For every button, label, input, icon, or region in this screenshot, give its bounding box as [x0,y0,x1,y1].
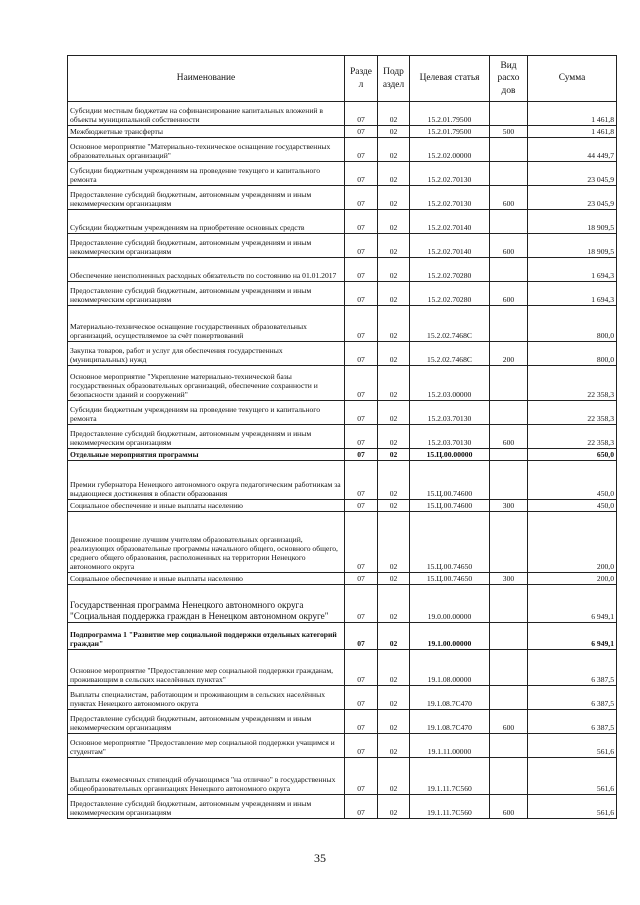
table-row [68,758,617,795]
row-amount: 6 949,1 [528,623,617,650]
row-name: Субсидии бюджетным учреждениям на проведение текущего и капитального ремонта [68,162,345,186]
row-subsection: 02 [378,623,410,650]
row-amount: 1 461,8 [528,126,617,138]
budget-table [67,55,617,819]
row-amount: 44 449,7 [528,138,617,162]
row-name: Предоставление субсидий бюджетным, автономным учреждениям и иным некоммерческим организациям [68,186,345,210]
row-subsection: 02 [378,234,410,258]
row-section: 07 [345,366,378,401]
row-subsection: 02 [378,795,410,819]
header-section: Разде л [345,56,378,102]
row-target: 15.Ц.00.74650 [410,512,490,573]
row-expense-type [490,758,528,795]
row-name: Премии губернатора Ненецкого автономного округа педагогическим работникам за выдающиеся достижения в области образования [68,461,345,500]
row-subsection: 02 [378,585,410,623]
row-subsection: 02 [378,102,410,126]
row-expense-type: 600 [490,282,528,306]
row-subsection: 02 [378,366,410,401]
table-row [68,258,617,282]
row-target: 19.1.08.00000 [410,650,490,686]
row-amount: 450,0 [528,500,617,512]
table-row [68,710,617,734]
row-target: 15.Ц.00.74600 [410,500,490,512]
row-target: 15.2.02.70280 [410,282,490,306]
table-row [68,401,617,425]
row-amount: 6 387,5 [528,710,617,734]
row-amount: 650,0 [528,449,617,461]
row-section: 07 [345,623,378,650]
row-subsection: 02 [378,162,410,186]
row-expense-type [490,623,528,650]
header-row [68,56,617,102]
row-target: 19.1.08.7С470 [410,710,490,734]
row-section: 07 [345,710,378,734]
table-row [68,650,617,686]
row-section: 07 [345,162,378,186]
row-section: 07 [345,102,378,126]
row-amount: 1 694,3 [528,282,617,306]
row-name: Материально-техническое оснащение государственных образовательных организаций, осуществляемое за счёт пожертвований [68,306,345,342]
row-subsection: 02 [378,500,410,512]
row-subsection: 02 [378,138,410,162]
row-section: 07 [345,234,378,258]
row-subsection: 02 [378,258,410,282]
row-target: 15.2.02.00000 [410,138,490,162]
table-body [68,102,617,819]
row-expense-type [490,258,528,282]
row-subsection: 02 [378,512,410,573]
row-section: 07 [345,758,378,795]
row-amount: 561,6 [528,795,617,819]
row-subsection: 02 [378,734,410,758]
row-section: 07 [345,500,378,512]
row-name: Социальное обеспечение и иные выплаты населению [68,573,345,585]
row-name: Основное мероприятие "Предоставление мер социальной поддержки учащимся и студентам" [68,734,345,758]
row-expense-type: 200 [490,342,528,366]
table-row [68,162,617,186]
row-expense-type: 600 [490,186,528,210]
row-name: Субсидии бюджетным учреждениям на приобретение основных средств [68,210,345,234]
table-row [68,734,617,758]
row-amount: 800,0 [528,306,617,342]
row-name: Отдельные мероприятия программы [68,449,345,461]
row-amount: 450,0 [528,461,617,500]
row-amount: 22 358,3 [528,401,617,425]
table-row [68,342,617,366]
row-target: 15.2.01.79500 [410,126,490,138]
row-amount: 22 358,3 [528,425,617,449]
table-row [68,795,617,819]
row-target: 15.2.02.70130 [410,162,490,186]
row-name: Государственная программа Ненецкого автономного округа "Социальная поддержка граждан в Ненецком автономном округе" [68,585,345,623]
row-expense-type: 500 [490,126,528,138]
row-target: 19.1.11.00000 [410,734,490,758]
header-expense-type: Вид расхо дов [490,56,528,102]
row-target: 15.2.03.00000 [410,366,490,401]
row-name: Социальное обеспечение и иные выплаты населению [68,500,345,512]
row-name: Предоставление субсидий бюджетным, автономным учреждениям и иным некоммерческим организациям [68,234,345,258]
row-section: 07 [345,512,378,573]
table-row [68,425,617,449]
row-target: 19.0.00.00000 [410,585,490,623]
row-amount: 6 387,5 [528,686,617,710]
row-target: 19.1.11.7С560 [410,758,490,795]
row-expense-type [490,210,528,234]
row-expense-type: 600 [490,425,528,449]
table-row [68,234,617,258]
header-subsection: Подр аздел [378,56,410,102]
row-expense-type [490,650,528,686]
row-name: Субсидии местным бюджетам на софинансирование капитальных вложений в объекты муниципальной собственности [68,102,345,126]
row-subsection: 02 [378,425,410,449]
row-name: Межбюджетные трансферты [68,126,345,138]
row-section: 07 [345,734,378,758]
row-target: 15.2.03.70130 [410,425,490,449]
row-expense-type [490,585,528,623]
row-subsection: 02 [378,573,410,585]
table-row [68,512,617,573]
row-subsection: 02 [378,461,410,500]
table-row [68,102,617,126]
table-row [68,461,617,500]
row-expense-type [490,686,528,710]
row-amount: 200,0 [528,512,617,573]
row-subsection: 02 [378,449,410,461]
row-expense-type [490,306,528,342]
row-name: Субсидии бюджетным учреждениям на проведение текущего и капитального ремонта [68,401,345,425]
row-target: 15.2.02.70280 [410,258,490,282]
row-amount: 561,6 [528,734,617,758]
row-target: 15.2.02.70140 [410,210,490,234]
row-amount: 23 045,9 [528,162,617,186]
row-section: 07 [345,306,378,342]
table-row [68,585,617,623]
row-amount: 1 694,3 [528,258,617,282]
row-expense-type: 600 [490,710,528,734]
row-target: 19.1.11.7С560 [410,795,490,819]
row-subsection: 02 [378,210,410,234]
row-subsection: 02 [378,758,410,795]
row-amount: 6 387,5 [528,650,617,686]
row-section: 07 [345,126,378,138]
row-amount: 23 045,9 [528,186,617,210]
row-amount: 800,0 [528,342,617,366]
row-target: 15.2.03.70130 [410,401,490,425]
row-section: 07 [345,795,378,819]
row-target: 19.1.08.7С470 [410,686,490,710]
row-subsection: 02 [378,401,410,425]
row-expense-type: 600 [490,234,528,258]
row-subsection: 02 [378,342,410,366]
row-section: 07 [345,210,378,234]
row-name: Выплаты специалистам, работающим и проживающим в сельских населённых пунктах Ненецкого автономного округа [68,686,345,710]
table-row [68,306,617,342]
row-expense-type [490,734,528,758]
header-amount: Сумма [528,56,617,102]
table-row [68,500,617,512]
row-section: 07 [345,186,378,210]
row-name: Выплаты ежемесячных стипендий обучающимся "на отлично" в государственных общеобразовательных организациях Ненецкого автономного округа [68,758,345,795]
table-row [68,623,617,650]
page-number: 35 [314,851,326,865]
row-section: 07 [345,342,378,366]
table-row [68,138,617,162]
row-name: Предоставление субсидий бюджетным, автономным учреждениям и иным некоммерческим организациям [68,425,345,449]
row-target: 15.2.01.79500 [410,102,490,126]
table-row [68,449,617,461]
row-target: 15.2.02.7468С [410,342,490,366]
row-name: Закупка товаров, работ и услуг для обеспечения государственных (муниципальных) нужд [68,342,345,366]
row-subsection: 02 [378,282,410,306]
row-expense-type [490,461,528,500]
row-subsection: 02 [378,126,410,138]
table-row [68,126,617,138]
row-expense-type: 300 [490,573,528,585]
row-name: Основное мероприятие "Укрепление материально-технической базы государственных образовательных организаций, обеспечение сохранности и безопасности зданий и сооружений" [68,366,345,401]
row-amount: 18 909,5 [528,210,617,234]
row-section: 07 [345,138,378,162]
row-name: Основное мероприятие "Материально-техническое оснащение государственных образовательных организаций" [68,138,345,162]
row-name: Предоставление субсидий бюджетным, автономным учреждениям и иным некоммерческим организациям [68,282,345,306]
row-name: Предоставление субсидий бюджетным, автономным учреждениям и иным некоммерческим организациям [68,795,345,819]
row-subsection: 02 [378,710,410,734]
row-expense-type: 600 [490,795,528,819]
row-name: Предоставление субсидий бюджетным, автономным учреждениям и иным некоммерческим организациям [68,710,345,734]
row-amount: 22 358,3 [528,366,617,401]
row-subsection: 02 [378,650,410,686]
row-amount: 561,6 [528,758,617,795]
row-target: 15.2.02.70140 [410,234,490,258]
row-expense-type [490,401,528,425]
row-section: 07 [345,425,378,449]
row-section: 07 [345,585,378,623]
row-section: 07 [345,258,378,282]
header-target: Целевая статья [410,56,490,102]
row-expense-type [490,449,528,461]
row-section: 07 [345,449,378,461]
row-expense-type [490,512,528,573]
row-target: 15.Ц.00.74650 [410,573,490,585]
row-name: Основное мероприятие "Предоставление мер социальной поддержки гражданам, проживающим в сельских населённых пунктах" [68,650,345,686]
row-expense-type [490,162,528,186]
row-amount: 18 909,5 [528,234,617,258]
row-amount: 200,0 [528,573,617,585]
row-expense-type [490,102,528,126]
row-amount: 1 461,8 [528,102,617,126]
row-amount: 6 949,1 [528,585,617,623]
row-section: 07 [345,461,378,500]
row-subsection: 02 [378,306,410,342]
table-row [68,573,617,585]
table-row [68,282,617,306]
table-row [68,366,617,401]
row-target: 15.2.02.70130 [410,186,490,210]
row-section: 07 [345,401,378,425]
table-row [68,686,617,710]
row-subsection: 02 [378,186,410,210]
table-row [68,186,617,210]
row-expense-type: 300 [490,500,528,512]
row-section: 07 [345,650,378,686]
row-target: 15.2.02.7468С [410,306,490,342]
row-name: Обеспечение неисполненных расходных обязательств по состоянию на 01.01.2017 [68,258,345,282]
row-expense-type [490,138,528,162]
row-section: 07 [345,282,378,306]
row-section: 07 [345,573,378,585]
table-row [68,210,617,234]
row-target: 19.1.00.00000 [410,623,490,650]
row-target: 15.Ц.00.74600 [410,461,490,500]
row-name: Денежное поощрение лучшим учителям образовательных организаций, реализующих образовательные программы начального общего, основного общего, среднего общего образования, расположенных на территории Ненецкого автономного округа [68,512,345,573]
row-section: 07 [345,686,378,710]
header-name: Наименование [68,56,345,102]
row-expense-type [490,366,528,401]
row-target: 15.Ц.00.00000 [410,449,490,461]
row-name: Подпрограмма 1 "Развитие мер социальной поддержки отдельных категорий граждан" [68,623,345,650]
row-subsection: 02 [378,686,410,710]
